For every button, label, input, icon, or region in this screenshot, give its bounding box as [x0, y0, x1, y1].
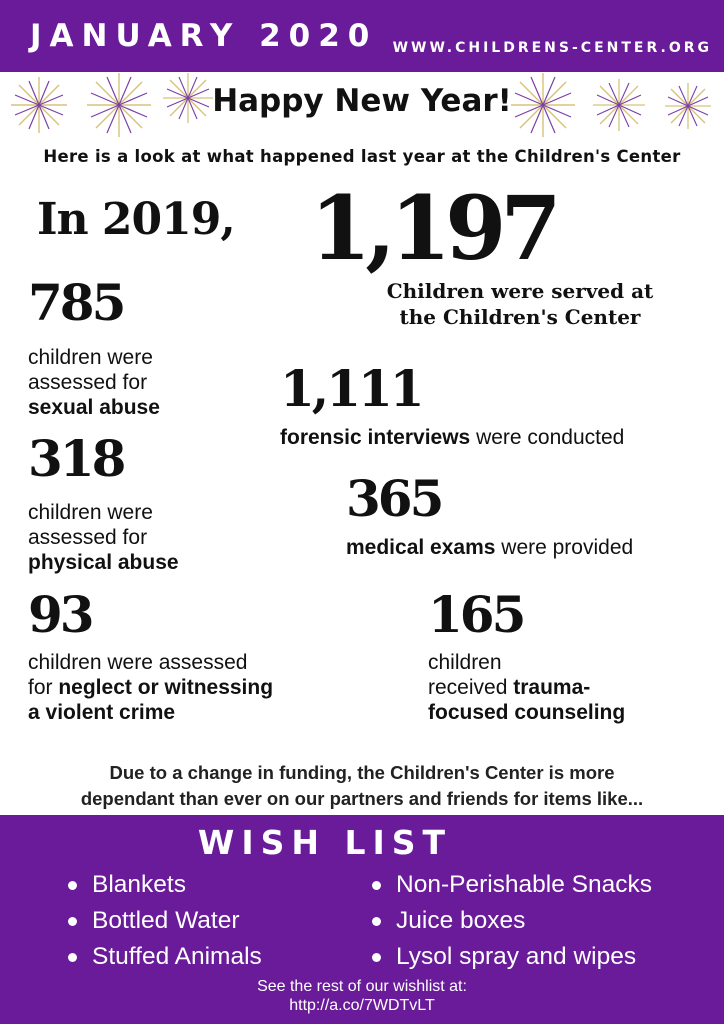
wishlist-link-note: [0, 977, 724, 1015]
children-served-number: 1,197: [310, 176, 556, 280]
year-label: In 2019,: [37, 194, 235, 245]
list-item: Blankets: [66, 867, 262, 903]
stat-line: assessed for: [28, 371, 148, 394]
wishlist-url[interactable]: http://a.co/7WDTvLT: [289, 997, 435, 1014]
forensic-interviews-text: [280, 425, 624, 450]
neglect-number: 93: [28, 585, 92, 644]
stat-emphasis: a violent crime: [28, 701, 176, 724]
stat-emphasis: sexual abuse: [28, 396, 160, 419]
wishlist-note-text: See the rest of our wishlist at:: [257, 978, 467, 995]
counseling-number: 165: [428, 585, 524, 644]
stat-line: assessed for: [28, 526, 148, 549]
list-item: Juice boxes: [370, 903, 652, 939]
stat-emphasis: physical abuse: [28, 551, 179, 574]
stat-emphasis: neglect or witnessing: [58, 676, 274, 699]
stat-emphasis: medical exams: [346, 536, 496, 559]
stat-line: children: [428, 651, 502, 674]
list-item: Lysol spray and wipes: [370, 939, 652, 975]
medical-exams-text: [346, 535, 633, 560]
stat-emphasis: forensic interviews: [280, 426, 471, 449]
issue-month: JANUARY 2020: [30, 18, 378, 54]
header-bar: [0, 0, 724, 72]
sexual-abuse-text: [28, 345, 160, 420]
happy-new-year-heading: Happy New Year!: [212, 83, 512, 119]
funding-notice: [0, 760, 724, 812]
wish-list-section: [0, 815, 724, 1024]
physical-abuse-number: 318: [28, 429, 124, 488]
stat-line: received: [428, 676, 514, 699]
sexual-abuse-number: 785: [28, 273, 124, 332]
stat-emphasis: focused counseling: [428, 701, 626, 724]
counseling-text: [428, 650, 625, 725]
list-item: Non-Perishable Snacks: [370, 867, 652, 903]
stat-emphasis: trauma-: [513, 676, 591, 699]
funding-line: dependant than ever on our partners and friends for items like...: [80, 788, 644, 809]
intro-text: Here is a look at what happened last year at the Children's Center: [43, 147, 681, 166]
stat-line: for: [28, 676, 59, 699]
wish-list-right-column: [370, 867, 652, 975]
caption-line: Children were served at: [386, 279, 654, 303]
stat-line: children were assessed: [28, 651, 248, 674]
stat-line: children were: [28, 346, 153, 369]
caption-line: the Children's Center: [399, 305, 641, 329]
list-item: Bottled Water: [66, 903, 262, 939]
neglect-text: [28, 650, 273, 725]
funding-line: Due to a change in funding, the Children's Center is more: [109, 762, 615, 783]
forensic-interviews-number: 1,111: [280, 359, 422, 418]
wish-list-title: WISH LIST: [197, 823, 453, 862]
physical-abuse-text: [28, 500, 179, 575]
stat-line: were provided: [495, 536, 634, 559]
wish-list-left-column: [66, 867, 262, 975]
list-item: Stuffed Animals: [66, 939, 262, 975]
medical-exams-number: 365: [346, 469, 442, 528]
stat-line: were conducted: [470, 426, 625, 449]
stat-line: children were: [28, 501, 153, 524]
website-link[interactable]: WWW.CHILDRENS-CENTER.ORG: [392, 40, 712, 56]
children-served-caption: [345, 278, 695, 330]
